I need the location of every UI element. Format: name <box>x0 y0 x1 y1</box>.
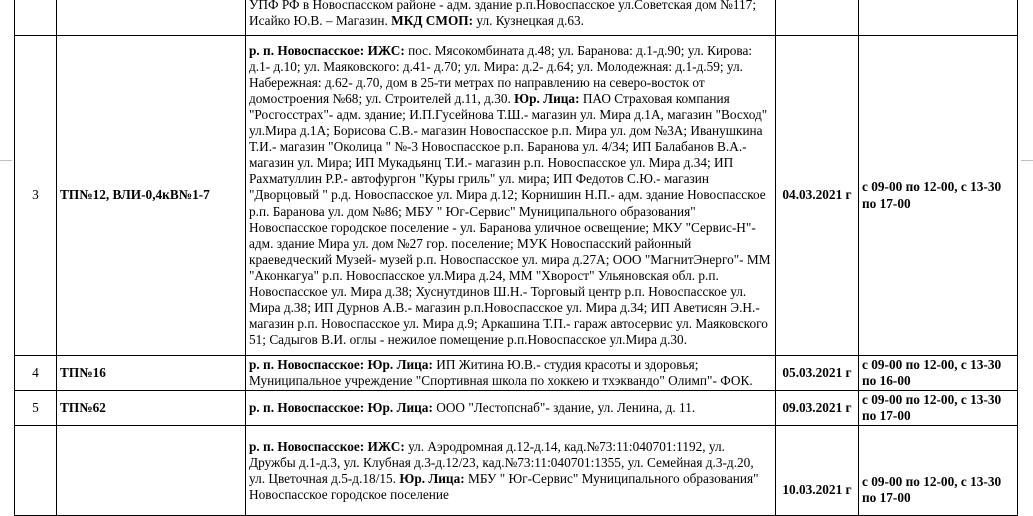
outage-schedule-table <box>14 0 1018 516</box>
address-heading: р. п. Новоспасское: Юр. Лица: <box>249 400 433 416</box>
address-text: ПАО Страховая компания "Росгосстрах"- адм. здание; И.П.Гусейнова Т.Ш.- магазин ул. Мира д.1А, магазин "Восход" ул.Мира д.1А; Борисова С.В.- магазин Новоспасское р.п. Мира ул. дом №3А; Иванушкина Т.И.- магазин "Околица " №-3 Новоспасское р.п. Баранова ул. 4/34; ИП Балабанов В.А.- магазин ул. Мира; ИП Мукадьянц Т.И.- магазин р.п. Новоспасское ул. Мира д.34; ИП Рахматуллин Р.Р.- автофургон "Куры гриль" ул. мира; ИП Федотов С.Ю.- магазин "Дворцовый " р.д. Новоспасское ул. Мира д.12; Корнишин Н.П.- адм. здание Новоспасское р.п. Баранова ул. дом №86; МБУ " Юг-Сервис" Муниципального образования" Новоспасское городское поселение - ул. Баранова уличное освещение; МКУ "Сервис-Н"- адм. здание Мира ул. дом №27 гор. поселение; МУК Новоспасский районный краеведческий Музей- музей р.п. Новоспасское ул. мира д.27А; ООО "МагнитЭнерго"- ММ "Аконкагуа" р.п. Новоспасское ул.Мира д.24, ММ "Хворост" Ульяновская обл. р.п. Новоспасское ул. Мира д.38; Хуснутдинов Ш.Н.- Торговый центр р.п. Новоспасское ул. Мира д.38; ИП Дурнов А.В.- магазин р.п.Новоспасское ул. Мира д.34; ИП Аветисян Э.Н.- магазин р.п. Новоспасское ул. Мира д.9; Аркашина Т.П.- гараж автосервис ул. Маяковского 51; Садыгов В.И. оглы - нежилое помещение р.п.Новоспасское ул.Мира д.30. <box>249 90 771 348</box>
table-row <box>15 426 1018 516</box>
substation-cell <box>57 426 246 516</box>
address-heading: Юр. Лица: <box>399 470 465 486</box>
address-cell <box>246 36 776 356</box>
row-number: 3 <box>15 36 57 356</box>
address-cell <box>246 0 776 36</box>
address-text: ул. Аэродромная д.12-д.14, кад.№73:11:040701:1192, ул. Дружбы д.1-д.3, ул. Клубная д.3-д.12/23, кад.№73:11:040701:1355, ул. Семейная д.3-д.20, ул. Цветочная д.5-д.18/15. <box>249 438 754 486</box>
address-heading: р. п. Новоспасское: ИЖС: <box>249 438 405 454</box>
time-cell: с 09-00 по 12-00, с 13-30 по 17-00 <box>859 426 1018 516</box>
address-text: ул. Кузнецкая д.63. <box>473 13 584 28</box>
row-number <box>15 426 57 516</box>
row-number: 5 <box>15 391 57 426</box>
date-cell: 10.03.2021 г <box>776 426 859 516</box>
date-cell: 09.03.2021 г <box>776 391 859 426</box>
time-cell <box>859 0 1018 36</box>
time-cell: с 09-00 по 12-00, с 13-30 по 17-00 <box>859 391 1018 426</box>
substation-cell <box>57 0 246 36</box>
time-cell: с 09-00 по 12-00, с 13-30 по 16-00 <box>859 356 1018 391</box>
address-heading: Юр. Лица: <box>514 90 580 106</box>
date-cell: 05.03.2021 г <box>776 356 859 391</box>
table-row <box>15 0 1018 36</box>
address-cell <box>246 426 776 516</box>
substation-cell: ТП№62 <box>57 391 246 426</box>
table-row <box>15 356 1018 391</box>
substation-cell: ТП№12, ВЛИ-0,4кВ№1-7 <box>57 36 246 356</box>
margin-guide-right <box>1021 160 1033 161</box>
address-heading: р. п. Новоспасское: Юр. Лица: <box>249 357 433 372</box>
address-heading: р. п. Новоспасское: ИЖС: <box>249 42 405 58</box>
address-heading: МКД СМОП: <box>391 13 474 28</box>
address-cell <box>246 391 776 426</box>
address-text: ИП Житина Ю.В.- студия красоты и здоровья; Муниципальное учреждение "Спортивная школа по хоккею и тхэквандо" Олимп"- ФОК. <box>249 357 753 389</box>
substation-cell: ТП№16 <box>57 356 246 391</box>
row-number <box>15 0 57 36</box>
date-cell: 04.03.2021 г <box>776 36 859 356</box>
address-text: пос. Мясокомбината д.48; ул. Баранова: д.1-д.90; ул. Кирова: д.1- д.10; ул. Маяковского: д.41- д.70; ул. Мира: д.2- д.64; ул. Молодежная: д.1-д.59; ул. Набережная: д.62- д.70, дом в 25-ти метрах по направлению на северо-восток от домостроения №68; ул. Строителей д.11, д.30. <box>249 42 753 106</box>
address-text: УПФ РФ в Новоспасском районе - адм. здание р.п.Новоспасское ул.Советская дом №117; Исайко Ю.В. – Магазин. <box>249 0 757 28</box>
table-row <box>15 36 1018 356</box>
row-number: 4 <box>15 356 57 391</box>
address-text: МБУ " Юг-Сервис" Муниципального образования" Новоспасское городское поселение <box>249 470 759 502</box>
address-text: ООО "Лестопснаб"- здание, ул. Ленина, д. 11. <box>432 400 696 416</box>
time-cell: с 09-00 по 12-00, с 13-30 по 17-00 <box>859 36 1018 356</box>
address-cell <box>246 356 776 391</box>
table-row <box>15 391 1018 426</box>
margin-guide-left <box>0 160 12 161</box>
date-cell <box>776 0 859 36</box>
